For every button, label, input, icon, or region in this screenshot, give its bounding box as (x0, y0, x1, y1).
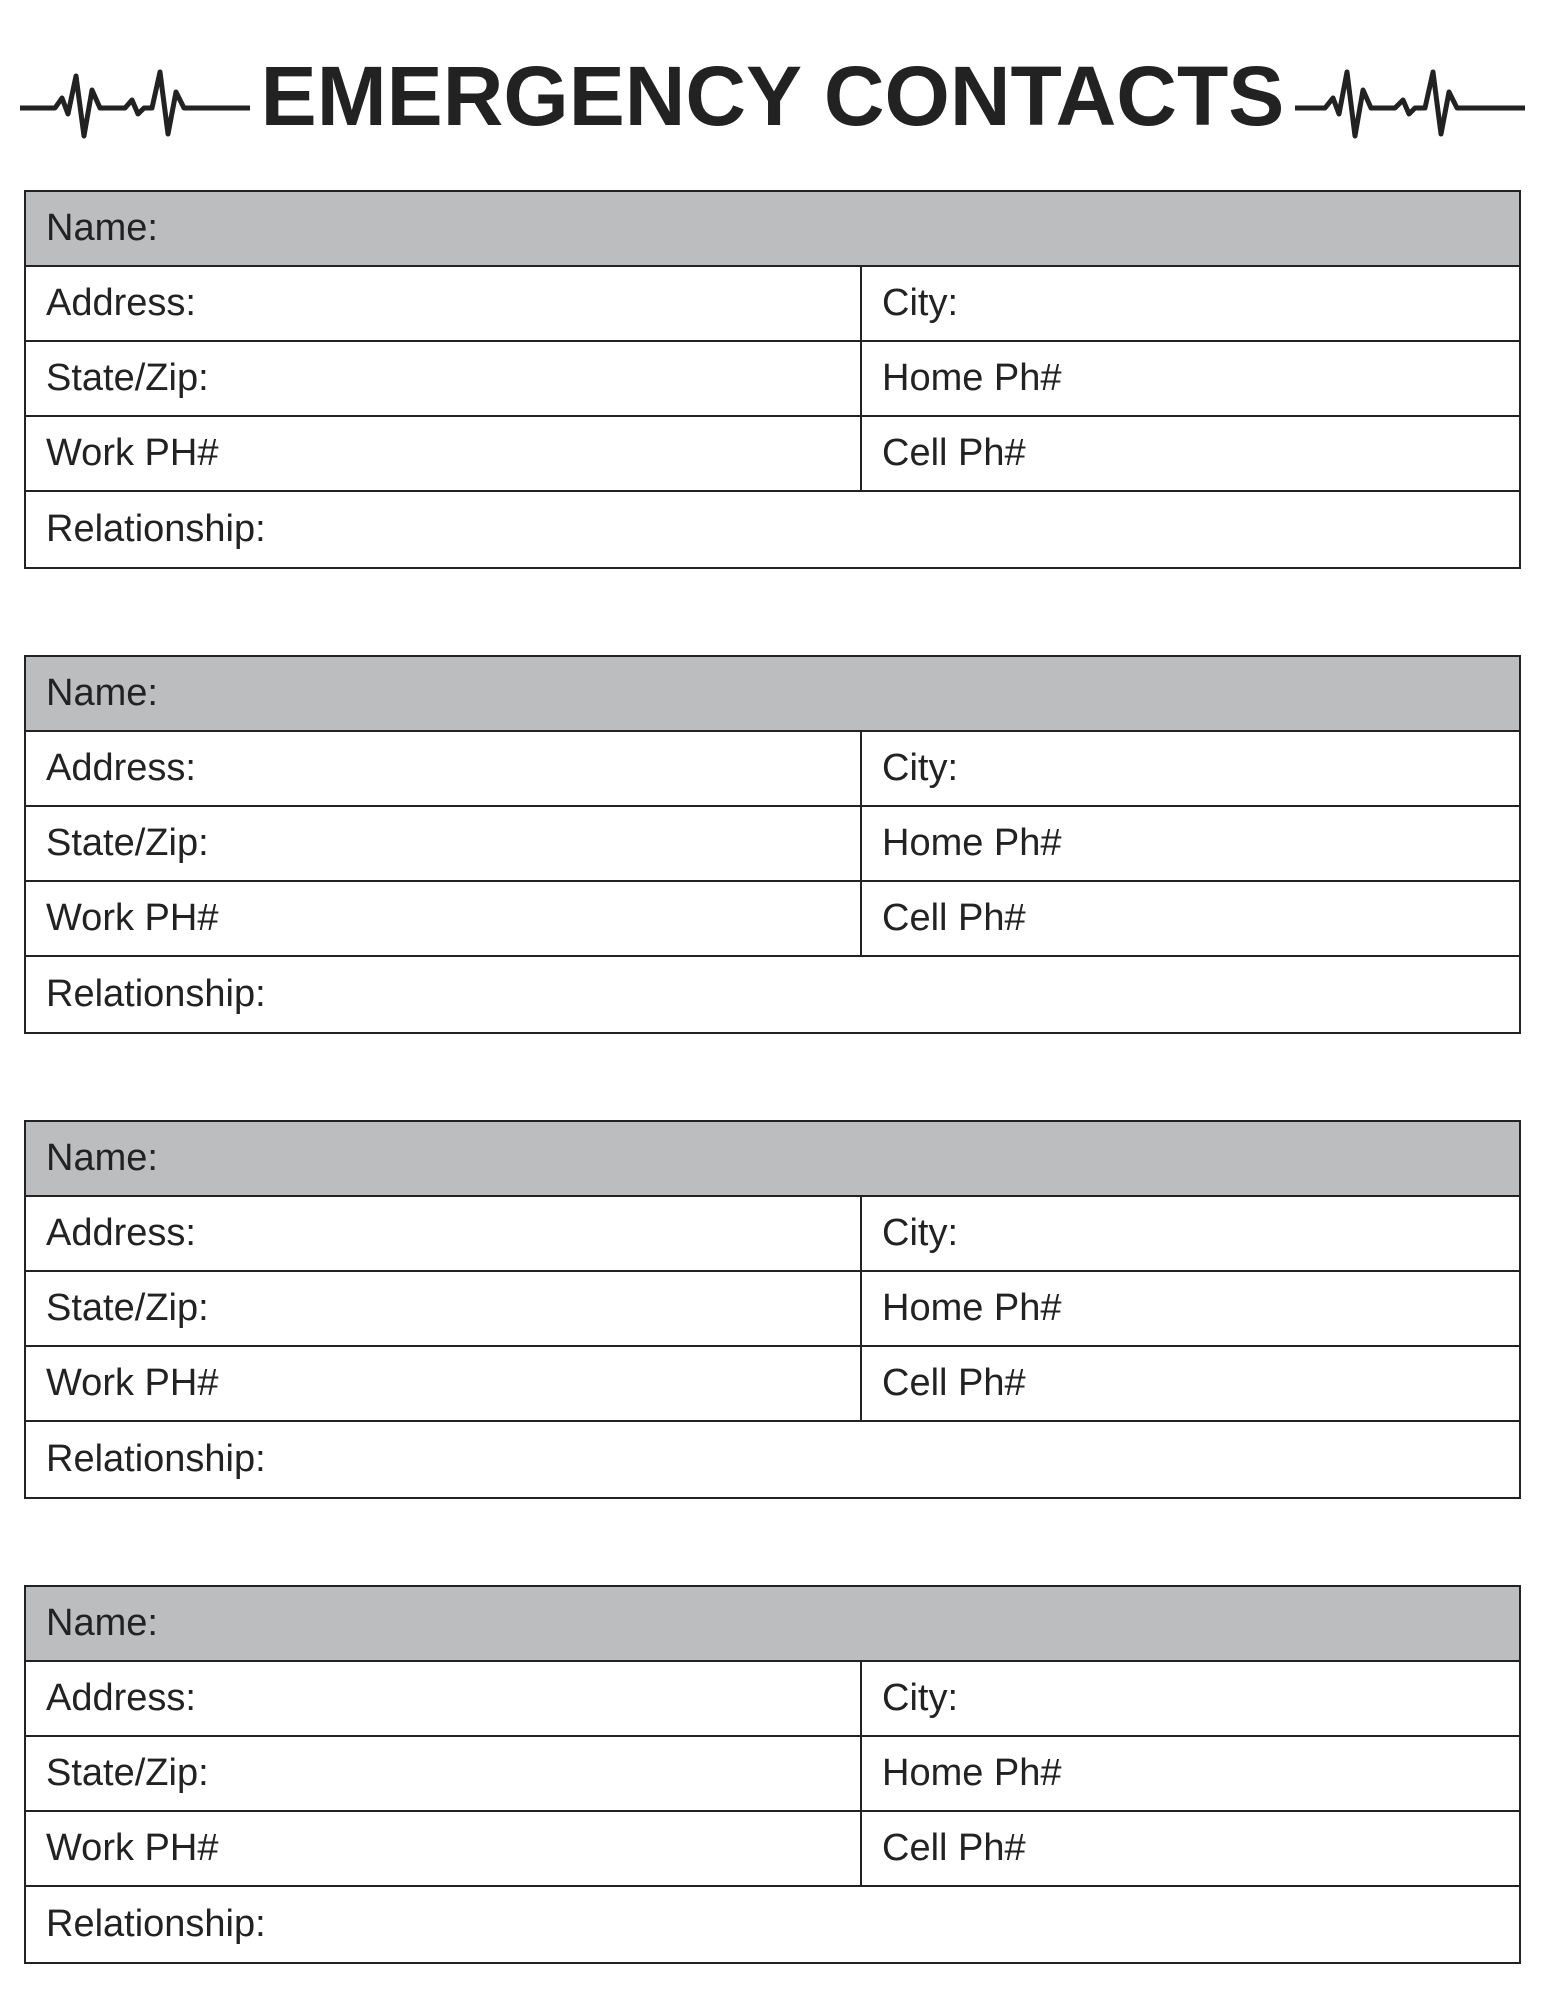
address-field[interactable]: Address: (26, 267, 862, 340)
contact-card (24, 1120, 1521, 1499)
city-field[interactable]: City: (882, 1677, 958, 1719)
address-field[interactable]: Address: (26, 732, 862, 805)
relationship-row (26, 1887, 1519, 1962)
phone-row (26, 1812, 1519, 1887)
page-header (0, 40, 1545, 150)
contact-card (24, 655, 1521, 1034)
work-phone-field[interactable]: Work PH# (26, 1812, 862, 1885)
city-field[interactable]: City: (882, 282, 958, 324)
address-field[interactable]: Address: (26, 1197, 862, 1270)
address-row (26, 732, 1519, 807)
cell-phone-field[interactable]: Cell Ph# (882, 1827, 1026, 1869)
contact-card (24, 1585, 1521, 1964)
state-zip-field[interactable]: State/Zip: (26, 342, 862, 415)
name-row (26, 1587, 1519, 1662)
city-field[interactable]: City: (882, 1212, 958, 1254)
name-row (26, 1122, 1519, 1197)
name-field[interactable]: Name: (46, 672, 158, 714)
heartbeat-icon (1295, 50, 1525, 140)
home-phone-field[interactable]: Home Ph# (882, 1752, 1062, 1794)
state-zip-field[interactable]: State/Zip: (26, 807, 862, 880)
name-field[interactable]: Name: (46, 207, 158, 249)
name-field[interactable]: Name: (46, 1137, 158, 1179)
relationship-field[interactable]: Relationship: (46, 1903, 266, 1945)
work-phone-field[interactable]: Work PH# (26, 882, 862, 955)
state-row (26, 342, 1519, 417)
contact-card (24, 190, 1521, 569)
cell-phone-field[interactable]: Cell Ph# (882, 432, 1026, 474)
address-row (26, 1197, 1519, 1272)
home-phone-field[interactable]: Home Ph# (882, 1287, 1062, 1329)
relationship-row (26, 957, 1519, 1032)
address-field[interactable]: Address: (26, 1662, 862, 1735)
name-row (26, 657, 1519, 732)
relationship-field[interactable]: Relationship: (46, 508, 266, 550)
work-phone-field[interactable]: Work PH# (26, 417, 862, 490)
phone-row (26, 417, 1519, 492)
address-row (26, 1662, 1519, 1737)
phone-row (26, 1347, 1519, 1422)
home-phone-field[interactable]: Home Ph# (882, 357, 1062, 399)
state-row (26, 1737, 1519, 1812)
relationship-field[interactable]: Relationship: (46, 973, 266, 1015)
address-row (26, 267, 1519, 342)
name-field[interactable]: Name: (46, 1602, 158, 1644)
cell-phone-field[interactable]: Cell Ph# (882, 897, 1026, 939)
cell-phone-field[interactable]: Cell Ph# (882, 1362, 1026, 1404)
state-zip-field[interactable]: State/Zip: (26, 1737, 862, 1810)
phone-row (26, 882, 1519, 957)
relationship-row (26, 1422, 1519, 1497)
state-row (26, 807, 1519, 882)
state-zip-field[interactable]: State/Zip: (26, 1272, 862, 1345)
name-row (26, 192, 1519, 267)
home-phone-field[interactable]: Home Ph# (882, 822, 1062, 864)
page-title: EMERGENCY CONTACTS (260, 49, 1285, 143)
work-phone-field[interactable]: Work PH# (26, 1347, 862, 1420)
state-row (26, 1272, 1519, 1347)
relationship-row (26, 492, 1519, 567)
city-field[interactable]: City: (882, 747, 958, 789)
relationship-field[interactable]: Relationship: (46, 1438, 266, 1480)
